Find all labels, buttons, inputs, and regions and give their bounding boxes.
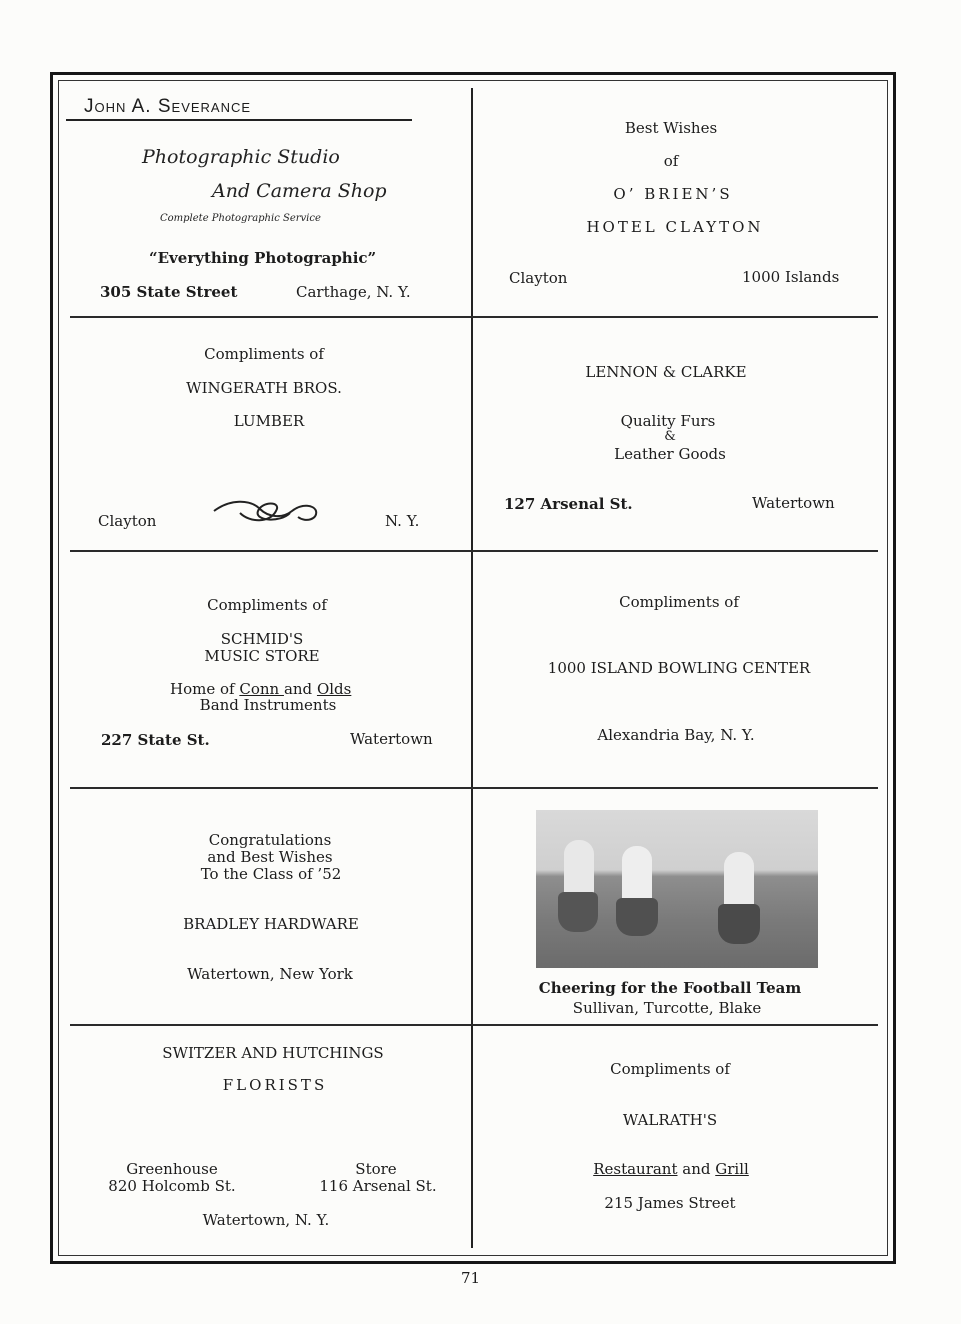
schmid-line-3: MUSIC STORE <box>204 647 320 665</box>
lennon-line-3: & <box>664 429 676 444</box>
bradley-line-2: and Best Wishes <box>207 848 333 866</box>
severance-city: Carthage, N. Y. <box>296 283 411 301</box>
row-divider-3 <box>70 787 878 789</box>
walrath-line-3 <box>593 1161 749 1178</box>
switzer-right-2: 116 Arsenal St. <box>319 1177 437 1195</box>
photo-caption-2: Sullivan, Turcotte, Blake <box>572 999 762 1017</box>
walrath-line-2: WALRATH'S <box>622 1111 718 1129</box>
lennon-left: 127 Arsenal St. <box>504 495 633 513</box>
row-divider-4 <box>70 1024 878 1026</box>
walrath-and: and <box>677 1160 716 1178</box>
schmid-home-of: Home of <box>170 680 240 698</box>
lennon-line-4: Leather Goods <box>614 445 726 463</box>
obriens-right: 1000 Islands <box>742 268 840 286</box>
column-divider <box>471 88 473 1248</box>
schmid-right: Watertown <box>350 730 433 748</box>
switzer-right-1: Store <box>355 1160 397 1178</box>
schmid-line-5: Band Instruments <box>199 696 337 714</box>
cheerleader-photo <box>536 810 818 968</box>
bowling-line-3: Alexandria Bay, N. Y. <box>597 726 755 744</box>
row-divider-2 <box>70 550 878 552</box>
schmid-line-1: Compliments of <box>207 596 327 614</box>
severance-script-1: Photographic Studio <box>142 146 340 168</box>
obriens-line-3: O’ BRIEN’S <box>613 185 733 203</box>
bradley-line-5: Watertown, New York <box>187 965 353 983</box>
wingerath-left: Clayton <box>98 512 157 530</box>
page-number: 71 <box>461 1269 481 1287</box>
obriens-line-2: of <box>663 152 679 170</box>
severance-script-2: And Camera Shop <box>212 180 387 202</box>
bowling-line-1: Compliments of <box>619 593 739 611</box>
ornament-flourish <box>210 497 322 525</box>
severance-name: John A. Severance <box>84 96 252 117</box>
bradley-line-4: BRADLEY HARDWARE <box>183 915 359 933</box>
schmid-and: and <box>283 680 317 698</box>
wingerath-line-3: LUMBER <box>233 412 305 430</box>
photo-caption-1: Cheering for the Football Team <box>538 979 802 997</box>
switzer-left-1: Greenhouse <box>126 1160 218 1178</box>
wingerath-line-2: WINGERATH BROS. <box>186 379 342 397</box>
severance-script-3: Complete Photographic Service <box>160 213 321 224</box>
lennon-right: Watertown <box>752 494 835 512</box>
wingerath-line-1: Compliments of <box>204 345 324 363</box>
schmid-olds: Olds <box>316 680 352 698</box>
schmid-left: 227 State St. <box>101 731 210 749</box>
walrath-line-1: Compliments of <box>610 1060 730 1078</box>
walrath-line-4: 215 James Street <box>604 1194 736 1212</box>
obriens-line-1: Best Wishes <box>624 119 718 137</box>
obriens-line-4: HOTEL CLAYTON <box>586 218 764 236</box>
bradley-line-1: Congratulations <box>208 831 332 849</box>
obriens-left: Clayton <box>509 269 568 287</box>
walrath-grill: Grill <box>715 1160 749 1178</box>
walrath-restaurant: Restaurant <box>593 1160 678 1178</box>
bradley-line-3: To the Class of ’52 <box>200 865 342 883</box>
schmid-conn: Conn <box>239 680 284 698</box>
switzer-bottom: Watertown, N. Y. <box>202 1211 330 1229</box>
severance-tagline: “Everything Photographic” <box>149 249 377 267</box>
switzer-line-1: SWITZER AND HUTCHINGS <box>162 1044 384 1062</box>
severance-address: 305 State Street <box>100 283 238 301</box>
schmid-line-2: SCHMID'S <box>220 630 304 648</box>
switzer-left-2: 820 Holcomb St. <box>108 1177 236 1195</box>
lennon-line-2: Quality Furs <box>620 412 716 430</box>
row-divider-1 <box>70 316 878 318</box>
lennon-line-1: LENNON & CLARKE <box>585 363 747 381</box>
switzer-line-2: FLORISTS <box>222 1076 328 1094</box>
severance-underline <box>66 119 412 121</box>
wingerath-right: N. Y. <box>385 512 420 530</box>
bowling-line-2: 1000 ISLAND BOWLING CENTER <box>547 659 811 677</box>
